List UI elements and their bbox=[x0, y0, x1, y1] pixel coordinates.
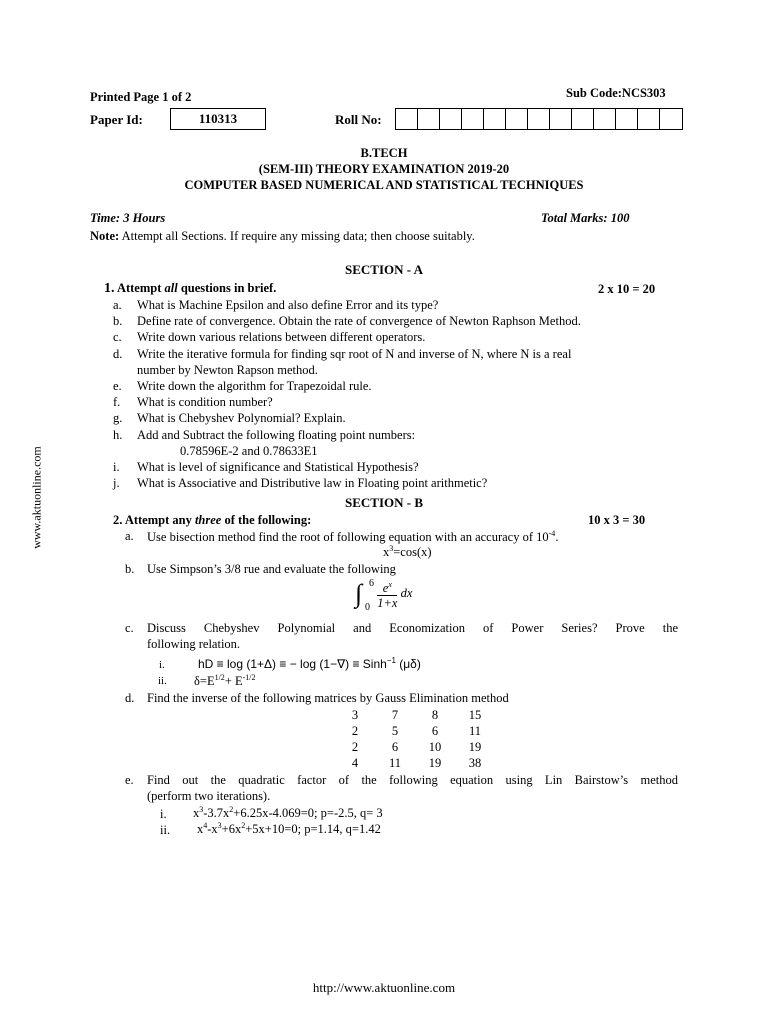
eq-ii-p2: -x bbox=[207, 822, 218, 837]
exam-title: (SEM-III) THEORY EXAMINATION 2019-20 bbox=[258, 162, 510, 176]
q1-pre: Attempt bbox=[116, 281, 165, 295]
item-2b-text: Use Simpson’s 3/8 rue and evaluate the following bbox=[147, 562, 396, 576]
q1-marks: 2 x 10 = 20 bbox=[598, 282, 656, 296]
subject-title: COMPUTER BASED NUMERICAL AND STATISTICAL TECHNIQUES bbox=[184, 178, 584, 192]
course-title: B.TECH bbox=[360, 146, 408, 160]
q2-pre: Attempt any bbox=[124, 513, 195, 527]
eq-ii-p1: 4 bbox=[203, 821, 208, 830]
q1-number: 1. bbox=[104, 281, 115, 296]
note bbox=[90, 229, 475, 244]
eq-ii-p0: x bbox=[197, 822, 204, 837]
equation-2e-i bbox=[193, 805, 383, 821]
section-a-item-text: What is Associative and Distributive law in Floating point arithmetic? bbox=[137, 476, 488, 490]
section-a-item-text: Write the iterative formula for finding sqr root of N and inverse of N, where N is a real bbox=[137, 347, 572, 361]
matrix-cell: 38 bbox=[468, 755, 482, 770]
item-2e-text2: (perform two iterations). bbox=[147, 789, 271, 803]
matrix-cell: 11 bbox=[468, 723, 482, 738]
item-2e-i-label: i. bbox=[160, 807, 167, 821]
total-marks: Total Marks: 100 bbox=[541, 211, 630, 225]
rel-ii-b: + E bbox=[224, 674, 243, 689]
item-2c-i-label: i. bbox=[159, 659, 165, 671]
rel-ii-s1: 1/2 bbox=[214, 673, 225, 682]
section-a-item-label: d. bbox=[113, 347, 123, 361]
rel-i-end: (μδ) bbox=[395, 657, 421, 671]
eq-ii-p6: +5x+10=0; p=1.14, q=1.42 bbox=[245, 822, 381, 837]
q1-em: all bbox=[164, 281, 178, 295]
roll-no-boxes bbox=[395, 108, 683, 130]
eq-i-p3: 2 bbox=[229, 805, 234, 814]
frac-num: e bbox=[382, 581, 389, 596]
eq-i-p2: -3.7x bbox=[203, 806, 230, 821]
item-2a-sup: -4 bbox=[548, 529, 556, 538]
section-a-item-label: e. bbox=[113, 379, 122, 393]
matrix-cell: 2 bbox=[351, 739, 359, 754]
section-a-item-label: h. bbox=[113, 428, 123, 442]
eq-ii-p3: 3 bbox=[217, 821, 222, 830]
question-1 bbox=[104, 281, 276, 297]
sub-code: Sub Code:NCS303 bbox=[566, 86, 666, 100]
section-a-item-label: a. bbox=[113, 298, 122, 312]
relation-2c-ii bbox=[194, 673, 256, 689]
section-a-item-label: b. bbox=[113, 314, 123, 328]
section-a-item-text: What is Machine Epsilon and also define Error and its type? bbox=[137, 298, 439, 312]
side-watermark-url: www.aktuonline.com bbox=[29, 446, 44, 549]
item-2a-end: . bbox=[555, 530, 559, 545]
eq2a-sup: 3 bbox=[389, 544, 394, 553]
item-2c-text1: Discuss Chebyshev Polynomial and Economization of Power Series? Prove the bbox=[147, 621, 678, 635]
integral-upper: 6 bbox=[369, 578, 374, 589]
matrix-cell: 15 bbox=[468, 707, 482, 722]
note-label: Note: bbox=[90, 229, 120, 243]
eq2a-x: x bbox=[383, 545, 390, 560]
matrix-cell: 3 bbox=[351, 707, 359, 722]
item-2d-label: d. bbox=[125, 691, 135, 705]
printed-page: Printed Page 1 of 2 bbox=[90, 90, 192, 104]
paper-id-label: Paper Id: bbox=[90, 112, 143, 127]
eq2a-rest: =cos(x) bbox=[393, 545, 432, 560]
matrix-cell: 8 bbox=[431, 707, 439, 722]
matrix-cell: 6 bbox=[431, 723, 439, 738]
integral-lower: 0 bbox=[365, 602, 370, 613]
q2-post: of the following: bbox=[221, 513, 312, 527]
question-2 bbox=[113, 513, 311, 528]
footer-url[interactable]: http://www.aktuonline.com bbox=[312, 980, 456, 995]
eq-i-p1: 3 bbox=[199, 805, 204, 814]
section-b-title: SECTION - B bbox=[344, 495, 424, 510]
item-2e-text1: Find out the quadratic factor of the following equation using Lin Bairstow’s method bbox=[147, 773, 678, 787]
section-a-item-text: What is level of significance and Statistical Hypothesis? bbox=[137, 460, 419, 474]
integral-sign: ∫ bbox=[355, 579, 363, 609]
rel-i-sup: −1 bbox=[386, 656, 396, 665]
item-2b-label: b. bbox=[125, 562, 135, 576]
eq-ii-p4: +6x bbox=[221, 822, 242, 837]
integral-2b bbox=[355, 578, 412, 614]
section-a-item-label: i. bbox=[113, 460, 120, 474]
matrix-cell: 2 bbox=[351, 723, 359, 738]
relation-2c-i bbox=[198, 656, 421, 671]
matrix-cell: 6 bbox=[391, 739, 399, 754]
item-2a-body: Use bisection method find the root of following equation with an accuracy of 10 bbox=[147, 530, 549, 545]
q2-em: three bbox=[194, 513, 222, 527]
section-a-title: SECTION - A bbox=[344, 262, 424, 277]
rel-ii-a: δ=E bbox=[194, 674, 215, 689]
matrix-cell: 4 bbox=[351, 755, 359, 770]
item-2a-label: a. bbox=[125, 529, 134, 543]
section-a-item-text: What is condition number? bbox=[137, 395, 273, 409]
q1-post: questions in brief. bbox=[177, 281, 277, 295]
frac-den: 1+x bbox=[377, 596, 398, 611]
paper-id-box: 110313 bbox=[170, 108, 266, 130]
matrix-row bbox=[335, 707, 495, 723]
section-a-item-label: f. bbox=[113, 395, 121, 409]
note-text: Attempt all Sections. If require any missing data; then choose suitably. bbox=[121, 229, 475, 243]
matrix bbox=[335, 707, 495, 771]
section-a-item-text: Add and Subtract the following floating point numbers: bbox=[137, 428, 416, 442]
matrix-cell: 19 bbox=[428, 755, 442, 770]
q2-number: 2. bbox=[113, 513, 123, 527]
section-a-item-text: Write down various relations between different operators. bbox=[137, 330, 426, 344]
matrix-row bbox=[335, 755, 495, 771]
matrix-cell: 7 bbox=[391, 707, 399, 722]
matrix-cell: 11 bbox=[388, 755, 402, 770]
matrix-cell: 10 bbox=[428, 739, 442, 754]
item-2a-text bbox=[147, 529, 558, 545]
section-a-item-text: What is Chebyshev Polynomial? Explain. bbox=[137, 411, 346, 425]
time-label: Time: 3 Hours bbox=[90, 211, 166, 225]
eq-i-p0: x bbox=[193, 806, 200, 821]
item-2c-ii-label: ii. bbox=[158, 675, 167, 687]
rel-ii-s2: -1/2 bbox=[242, 673, 256, 682]
matrix-cell: 5 bbox=[391, 723, 399, 738]
item-2d-text: Find the inverse of the following matrices by Gauss Elimination method bbox=[147, 691, 509, 705]
section-a-item-text: Write down the algorithm for Trapezoidal rule. bbox=[137, 379, 372, 393]
section-a-item-label: j. bbox=[113, 476, 120, 490]
section-a-item-label: c. bbox=[113, 330, 122, 344]
rel-i-body: hD ≡ log (1+Δ) ≡ − log (1−∇) ≡ Sinh bbox=[198, 657, 387, 671]
eq-ii-p5: 2 bbox=[241, 821, 246, 830]
matrix-row bbox=[335, 723, 495, 739]
section-a-item-text: Define rate of convergence. Obtain the rate of convergence of Newton Raphson Method. bbox=[137, 314, 581, 328]
equation-2e-ii bbox=[197, 821, 381, 837]
equation-2a bbox=[383, 544, 432, 560]
eq-i-p4: +6.25x-4.069=0; p=-2.5, q= 3 bbox=[233, 806, 383, 821]
q2-marks: 10 x 3 = 30 bbox=[588, 513, 646, 527]
roll-no-label: Roll No: bbox=[335, 112, 382, 127]
section-a-item-text: 0.78596E-2 and 0.78633E1 bbox=[180, 444, 318, 458]
matrix-cell: 19 bbox=[468, 739, 482, 754]
section-a-item-label: g. bbox=[113, 411, 123, 425]
item-2e-ii-label: ii. bbox=[160, 823, 171, 837]
item-2e-label: e. bbox=[125, 773, 134, 787]
item-2c-text2: following relation. bbox=[147, 637, 241, 651]
frac-num-sup: x bbox=[388, 580, 392, 589]
matrix-row bbox=[335, 739, 495, 755]
section-a-item-text: number by Newton Rapson method. bbox=[137, 363, 318, 377]
item-2c-label: c. bbox=[125, 621, 134, 635]
integral-dx: dx bbox=[400, 585, 413, 600]
